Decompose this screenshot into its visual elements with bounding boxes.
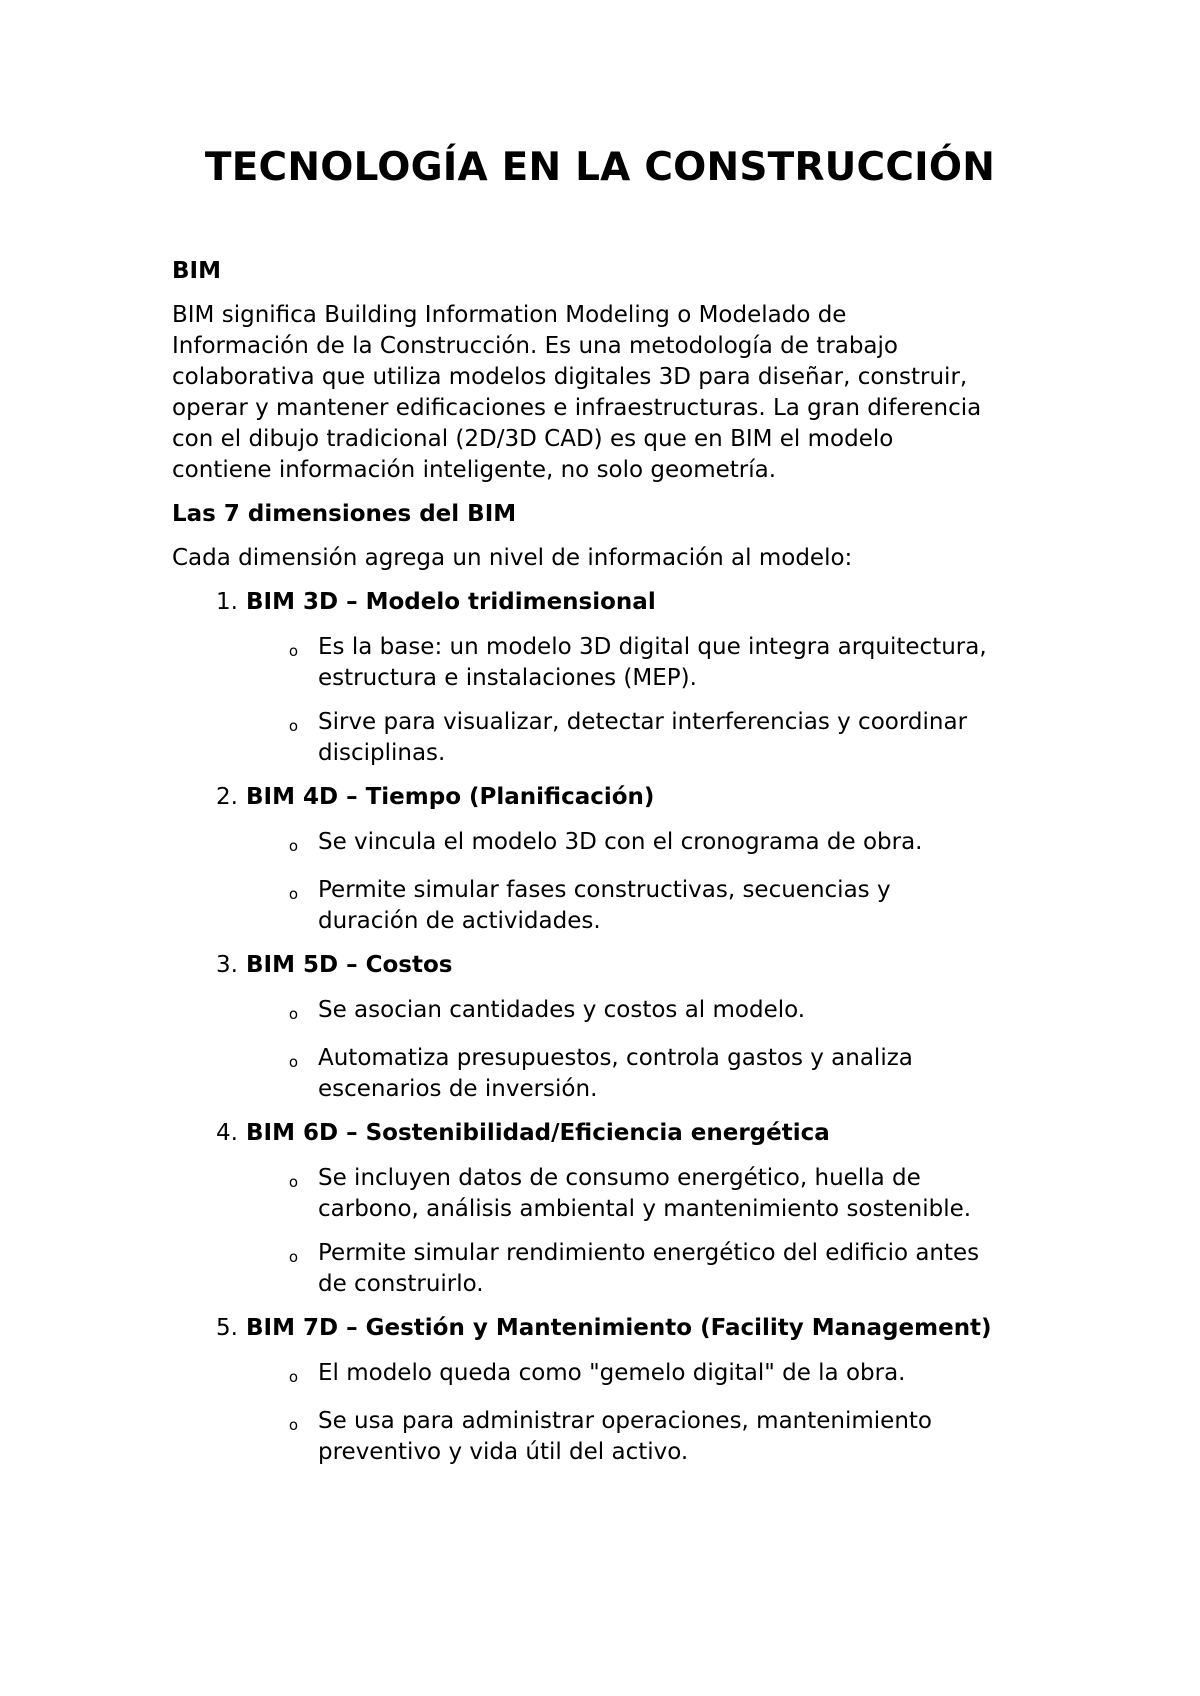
dimension-number: 5. — [216, 1315, 238, 1341]
bullet-line: carbono, análisis ambiental y mantenimiento sostenible. — [318, 1196, 972, 1222]
bullet-line: duración de actividades. — [318, 908, 601, 934]
bullet-line: disciplinas. — [318, 740, 446, 766]
circle-bullet-icon: o — [288, 642, 298, 660]
bullet-item — [172, 1163, 1052, 1225]
dimension-number: 4. — [216, 1120, 238, 1146]
bullet-line: preventivo y vida útil del activo. — [318, 1439, 689, 1465]
bullet-text — [318, 875, 1052, 937]
list-item — [172, 950, 1052, 1105]
dimension-heading — [172, 1313, 1052, 1344]
bullet-text — [318, 995, 1052, 1030]
bullet-item — [172, 995, 1052, 1030]
intro-line: BIM significa Building Information Modeling o Modelado de — [172, 302, 847, 328]
bullet-text — [318, 632, 1052, 694]
bullet-text — [318, 1406, 1052, 1468]
dimension-heading — [172, 1118, 1052, 1149]
dimension-bullets — [172, 1163, 1052, 1300]
intro-line: con el dibujo tradicional (2D/3D CAD) es que en BIM el modelo — [172, 426, 894, 452]
dimension-title: BIM 4D – Tiempo (Planificación) — [246, 784, 655, 810]
bullet-text — [318, 1163, 1052, 1225]
dimension-title: BIM 3D – Modelo tridimensional — [246, 589, 656, 615]
bullet-text — [318, 1238, 1052, 1300]
bullet-line: El modelo queda como "gemelo digital" de la obra. — [318, 1360, 906, 1386]
dimension-heading — [172, 587, 1052, 618]
bullet-line: Se incluyen datos de consumo energético, huella de — [318, 1165, 921, 1191]
bullet-item — [172, 1238, 1052, 1300]
bullet-line: Se usa para administrar operaciones, mantenimiento — [318, 1408, 932, 1434]
dimensions-list — [172, 587, 1052, 1468]
bullet-line: escenarios de inversión. — [318, 1076, 598, 1102]
circle-bullet-icon: o — [288, 1368, 298, 1386]
bullet-line: estructura e instalaciones (MEP). — [318, 665, 697, 691]
circle-bullet-icon: o — [288, 1416, 298, 1434]
intro-line: colaborativa que utiliza modelos digitales 3D para diseñar, construir, — [172, 364, 968, 390]
circle-bullet-icon: o — [288, 1053, 298, 1071]
dimensions-lead: Cada dimensión agrega un nivel de información al modelo: — [172, 545, 853, 571]
dimension-bullets — [172, 827, 1052, 937]
bullet-line: Permite simular rendimiento energético del edificio antes — [318, 1240, 980, 1266]
dimension-number: 3. — [216, 952, 238, 978]
dimension-bullets — [172, 1358, 1052, 1468]
bullet-text — [318, 1358, 1052, 1393]
dimension-heading — [172, 782, 1052, 813]
intro-line: operar y mantener edificaciones e infraestructuras. La gran diferencia — [172, 395, 982, 421]
dimension-heading — [172, 950, 1052, 981]
bullet-line: Es la base: un modelo 3D digital que integra arquitectura, — [318, 634, 987, 660]
dimension-bullets — [172, 632, 1052, 769]
dimension-number: 2. — [216, 784, 238, 810]
bullet-item — [172, 827, 1052, 862]
bullet-line: Automatiza presupuestos, controla gastos y analiza — [318, 1045, 913, 1071]
circle-bullet-icon: o — [288, 717, 298, 735]
list-item — [172, 782, 1052, 937]
circle-bullet-icon: o — [288, 1005, 298, 1023]
document-body — [172, 256, 1052, 1481]
intro-paragraph — [172, 300, 1052, 486]
bullet-item — [172, 1358, 1052, 1393]
circle-bullet-icon: o — [288, 885, 298, 903]
bullet-item — [172, 707, 1052, 769]
dimension-title: BIM 7D – Gestión y Mantenimiento (Facility Management) — [246, 1315, 992, 1341]
section-heading: BIM — [172, 258, 221, 284]
bullet-line: de construirlo. — [318, 1271, 484, 1297]
list-item — [172, 1313, 1052, 1468]
bullet-item — [172, 1406, 1052, 1468]
bullet-line: Sirve para visualizar, detectar interferencias y coordinar — [318, 709, 968, 735]
list-item — [172, 587, 1052, 769]
bullet-line: Permite simular fases constructivas, secuencias y — [318, 877, 891, 903]
list-item — [172, 1118, 1052, 1300]
circle-bullet-icon: o — [288, 1173, 298, 1191]
bullet-text — [318, 827, 1052, 862]
bullet-item — [172, 875, 1052, 937]
dimensions-subheading: Las 7 dimensiones del BIM — [172, 501, 517, 527]
bullet-item — [172, 1043, 1052, 1105]
bullet-text — [318, 1043, 1052, 1105]
intro-line: contiene información inteligente, no solo geometría. — [172, 457, 777, 483]
dimension-bullets — [172, 995, 1052, 1105]
circle-bullet-icon: o — [288, 837, 298, 855]
bullet-line: Se asocian cantidades y costos al modelo. — [318, 997, 806, 1023]
bullet-item — [172, 632, 1052, 694]
intro-line: Información de la Construcción. Es una metodología de trabajo — [172, 333, 898, 359]
dimension-title: BIM 5D – Costos — [246, 952, 453, 978]
bullet-text — [318, 707, 1052, 769]
circle-bullet-icon: o — [288, 1248, 298, 1266]
dimension-number: 1. — [216, 589, 238, 615]
bullet-line: Se vincula el modelo 3D con el cronograma de obra. — [318, 829, 923, 855]
document-title: TECNOLOGÍA EN LA CONSTRUCCIÓN — [204, 145, 996, 190]
dimension-title: BIM 6D – Sostenibilidad/Eficiencia energética — [246, 1120, 830, 1146]
